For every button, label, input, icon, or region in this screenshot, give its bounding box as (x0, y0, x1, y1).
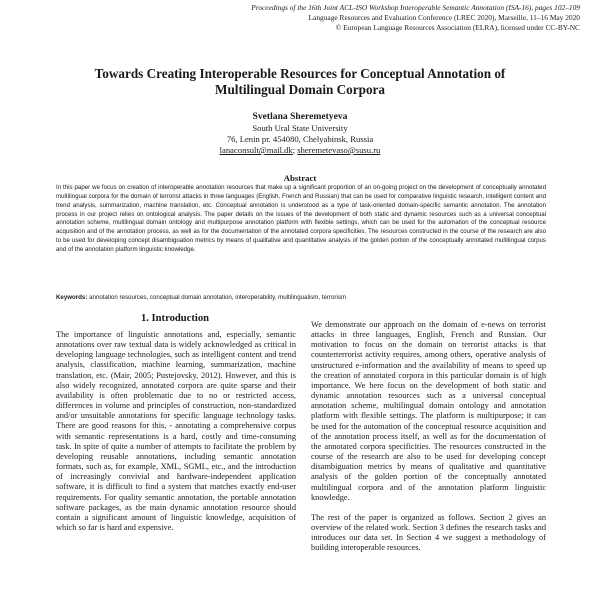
keywords-text: annotation resources, conceptual domain annotation, interoperability, multilingualism, terrorism (87, 294, 347, 301)
section-heading-introduction: 1. Introduction (140, 313, 210, 324)
left-column (56, 330, 296, 600)
abstract-text: In this paper we focus on creation of interoperable annotation resources that make up a significant proportion of an on-going project on the development of conceptually annotated multilingual corpora for the domain of terrorist attacks in three languages (English, French and Russian) that can be used for comparative linguistic research, intelligent content and trend analysis, summarization, machine translation, etc. Conceptual annotation is understood as a type of task-oriented domain-specific semantic annotation. The annotation process in our project relies on ontological analysis. The paper details on the issues of the development of both static and dynamic resources such as a universal conceptual annotation scheme, multilingual domain ontology and multipurpose annotation platform with flexible settings, which can be used for the automation of the conceptual resource acquisition and of the annotation process, as well as for the documentation of the annotated corpora specificities. The resources constructed in the course of the research are also to be used for developing concept disambiguation metrics by means of qualitative and quantitative analysis of the golden portion of the conceptually annotated multilingual corpus and of the annotation platform linguistic knowledge. (56, 184, 546, 253)
author-affiliation: South Ural State University (252, 123, 348, 133)
paper-title (40, 66, 560, 98)
intro-paragraph-3: The rest of the paper is organized as follows. Section 2 gives an overview of the related work. Section 3 defines the research tasks and introduces our data set. In Section 4 we suggest a methodology of building interoperable resources. (311, 512, 546, 553)
email-link-1[interactable]: lanaconsult@mail.dk (219, 145, 293, 155)
keywords-line (56, 294, 546, 303)
license-line: © European Language Resources Association (ELRA), licensed under CC-BY-NC (335, 23, 580, 33)
keywords-label: Keywords: (56, 294, 88, 301)
title-line-1: Towards Creating Interoperable Resources for Conceptual Annotation of (94, 66, 506, 81)
proceedings-header (140, 3, 580, 34)
intro-paragraph-2: We demonstrate our approach on the domain of e-news on terrorist attacks in three languages, English, French and Russian. Our motivation to focus on the domain on terrorist attacks is that counterterrorist activity requires, among others, operative analysis of unstructured e-information and the availability of means to speed up the creation of annotated corpora in this particular domain is of high importance. We here focus on the development of both static and dynamic annotation resources such as a universal conceptual annotation scheme, multilingual domain ontology and annotation platform with flexible settings. The platform is multipurpose; it can be used for the automation of the conceptual resource acquisition and of the annotation process itself, as well as for the documentation of the annotated corpora specificities. The resources constructed in the course of the research are also to be used for developing concept disambiguation metrics by means of qualitative and quantitative analysis of the golden portion of the conceptually annotated multilingual corpora and of the annotation platform linguistic knowledge. (311, 320, 546, 502)
email-separator: ; (292, 145, 298, 155)
intro-paragraph-1: The importance of linguistic annotations and, especially, semantic annotations over raw textual data is widely acknowledged as critical in developing language technologies, such as intelligent content and trend analysis, classification, machine learning, summarization, machine translation, etc. (Mair, 2005; Pustejovsky, 2012). However, and this is also widely recognized, annotated corpora are quite sparse and their availability is often problematic due to no or restricted access, differences in volume and principles of construction, non-standardized and/or unsuitable annotations for specific language technology tasks. There are good reasons for this, - annotating a comprehensive corpus with semantic representations is a hard, costly and time-consuming task. In spite of quite a number of attempts to facilitate the problem by developing reusable annotations, including semantic annotation formats, such as, for example, XML, SGML, etc., and the introduction of increasingly convivial and hardware-independent application software, it is difficult to find a system that matches exactly end-user requirements. For quality semantic annotation, the portable annotation software packages, as the main dynamic annotation resource should contain a significant amount of linguistic knowledge, acquisition of which so far is hard and expensive. (56, 330, 296, 532)
author-name: Svetlana Sheremetyeva (252, 111, 348, 122)
author-block (100, 110, 500, 156)
author-address: 76, Lenin pr. 454080, Chelyabinsk, Russia (226, 134, 374, 144)
paragraph-gap (311, 503, 546, 513)
author-emails (100, 145, 500, 156)
title-line-2: Multilingual Domain Corpora (215, 82, 385, 97)
abstract-heading: Abstract (283, 173, 317, 183)
email-link-2[interactable]: sheremetevaso@susu.ru (297, 145, 381, 155)
right-column (311, 320, 546, 600)
conference-line: Language Resources and Evaluation Conference (LREC 2020), Marseille, 11–16 May 2020 (308, 13, 580, 23)
proceedings-line: Proceedings of the 16th Joint ACL-ISO Workshop Interoperable Semantic Annotation (ISA-16), pages 102–109 (251, 3, 580, 12)
